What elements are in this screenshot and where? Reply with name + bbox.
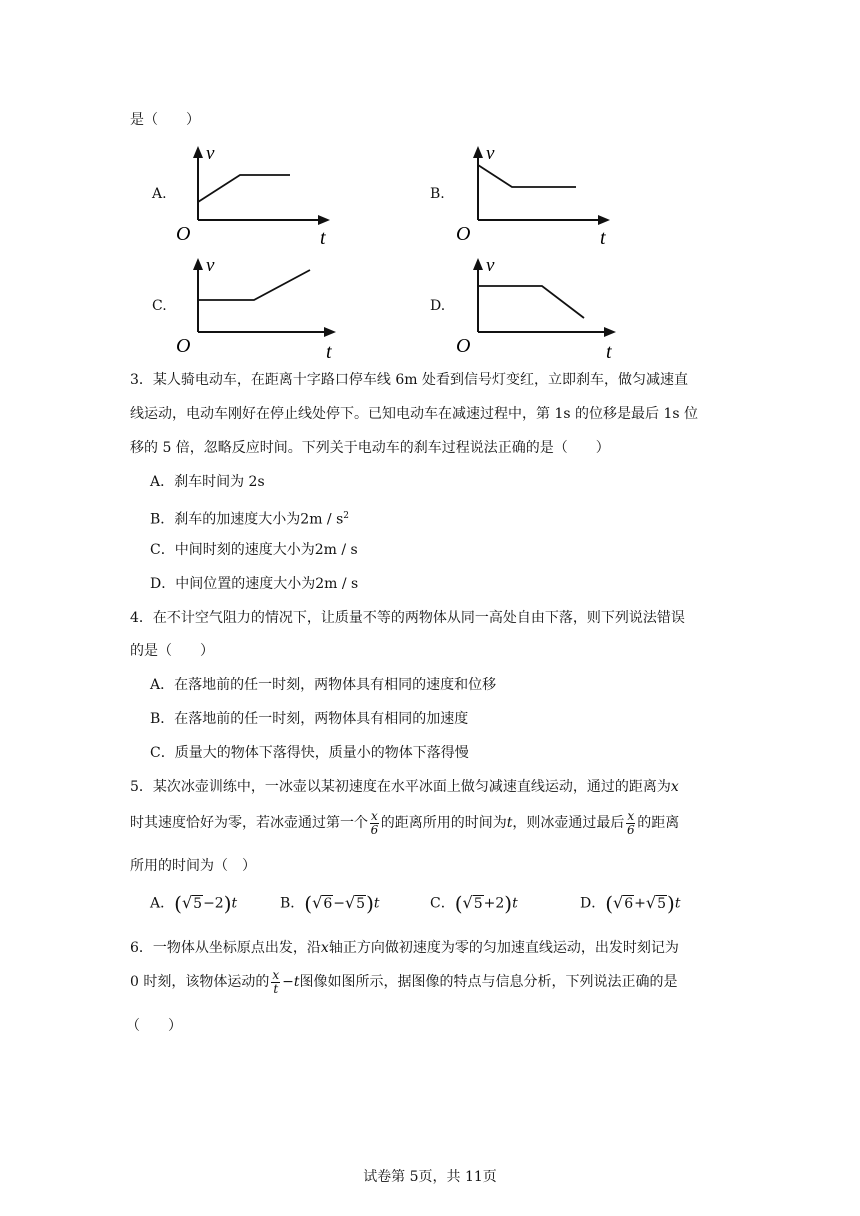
var-t: t (373, 895, 380, 912)
sqrt-symbol: √6 (312, 893, 333, 912)
question-6-line-3: （ ） (126, 1018, 182, 1034)
var-t: t (293, 974, 300, 990)
v-axis-label: v (486, 143, 495, 164)
radicand: 5 (473, 896, 483, 912)
option-label: C． (430, 895, 455, 912)
sqrt-symbol: √5 (344, 893, 366, 912)
question-3-line-3: 移的 5 倍，忽略反应时间。下列关于电动车的刹车过程说法正确的是（ ） (130, 440, 610, 456)
question-6-line-1 (130, 938, 679, 958)
var-t: t (231, 895, 238, 912)
operator: +2 (483, 895, 505, 912)
q4-option-c: C．质量大的物体下落得快，质量小的物体下落得慢 (150, 745, 469, 761)
graph-a (170, 140, 340, 254)
denominator: 6 (370, 822, 379, 837)
question-5-line-1 (130, 777, 679, 797)
q4-option-b: B．在落地前的任一时刻，两物体具有相同的加速度 (150, 711, 469, 727)
unit-value: 2m / s (300, 511, 344, 528)
option-b-label: B. (430, 186, 445, 202)
radicand: 6 (323, 896, 333, 912)
t-axis-label: t (606, 341, 612, 362)
text: 图像如图所示，据图像的特点与信息分析，下列说法正确的是 (299, 974, 678, 990)
numerator: x (627, 808, 635, 823)
text: 6．一物体从坐标原点出发，沿 (130, 940, 321, 956)
graph-d (450, 252, 630, 366)
option-a-label: A. (152, 186, 167, 202)
origin-label: O (456, 335, 471, 357)
question-2-tail: 是（ ） (130, 112, 200, 128)
text: 5．某次冰壶训练中，一冰壶以某初速度在水平冰面上做匀减速直线运动，通过的距离为 (130, 779, 671, 795)
sqrt-symbol: √5 (181, 893, 203, 912)
operator: −2 (203, 895, 224, 912)
option-c-label: C. (152, 298, 167, 314)
t-axis-label: t (600, 227, 606, 249)
var-x: x (670, 779, 679, 795)
graph-b (450, 140, 620, 254)
question-4-line-1: 4．在不计空气阻力的情况下，让质量不等的两物体从同一高处自由下落，则下列说法错误 (130, 610, 685, 626)
question-3-line-1: 3．某人骑电动车，在距离十字路口停车线 6m 处看到信号灯变红，立即刹车，做匀减速直 (130, 372, 688, 388)
v-axis-label: v (206, 143, 215, 164)
t-axis-label: t (320, 227, 326, 249)
origin-label: O (456, 223, 471, 245)
var-t: t (506, 815, 513, 831)
v-axis-label: v (486, 255, 495, 276)
text: 时其速度恰好为零，若冰壶通过第一个 (130, 815, 368, 831)
var-t: t (674, 895, 681, 912)
fraction-x-over-6 (370, 810, 379, 837)
question-3-line-2: 线运动，电动车刚好在停止线处停下。已知电动车在减速过程中，第 1s 的位移是最后 1s 位 (130, 406, 698, 422)
graph-c (170, 252, 350, 366)
denominator: 6 (626, 822, 635, 837)
sqrt-symbol: √5 (462, 893, 483, 912)
q4-option-a: A．在落地前的任一时刻，两物体具有相同的速度和位移 (150, 677, 497, 693)
q5-option-d: D．(√6+√5)t (580, 888, 680, 919)
text: 0 时刻，该物体运动的 (130, 974, 270, 990)
option-label: D． (580, 895, 606, 912)
fraction-x-over-t (271, 969, 280, 996)
q5-option-a: A．(√5−2)t (150, 888, 237, 919)
operator: + (634, 895, 646, 912)
unit-exponent: 2 (343, 511, 350, 521)
operator: − (333, 895, 345, 912)
unit-value: 2m / s (315, 576, 359, 592)
radicand: 5 (193, 896, 203, 912)
v-axis-label: v (206, 255, 215, 276)
radicand: 6 (624, 896, 634, 912)
q5-option-b: B．(√6−√5)t (280, 888, 380, 919)
question-5-line-2 (130, 808, 679, 838)
q3-option-d (150, 574, 358, 594)
text: ，则冰壶通过最后 (512, 815, 625, 831)
unit-value: 2m / s (314, 542, 358, 558)
question-5-line-3: 所用的时间为（ ） (130, 858, 256, 874)
radicand: 5 (356, 896, 366, 912)
option-label: A． (150, 895, 175, 912)
radicand: 5 (657, 896, 667, 912)
origin-label: O (176, 223, 191, 245)
t-axis-label: t (326, 341, 332, 362)
var-t: t (512, 895, 518, 912)
operator: − (282, 974, 294, 990)
option-text: C．中间时刻的速度大小为 (150, 542, 315, 558)
sqrt-symbol: √5 (645, 893, 667, 912)
option-d-label: D. (430, 298, 446, 314)
option-text: D．中间位置的速度大小为 (150, 576, 316, 592)
origin-label: O (176, 335, 191, 357)
question-4-line-2: 的是（ ） (130, 643, 214, 659)
q3-option-b (150, 506, 349, 530)
option-text: B．刹车的加速度大小为 (150, 511, 301, 528)
var-x: x (320, 940, 329, 956)
text: 的距离所用的时间为 (380, 815, 507, 831)
text: 轴正方向做初速度为零的匀加速直线运动，出发时刻记为 (328, 940, 679, 956)
sqrt-symbol: √6 (613, 893, 634, 912)
page-footer: 试卷第 5页，共 11页 (363, 1169, 497, 1185)
q3-option-a: A．刹车时间为 2s (150, 474, 265, 490)
q5-option-c: C．(√5+2)t (430, 888, 518, 919)
fraction-x-over-6 (626, 810, 635, 837)
numerator: x (371, 808, 378, 823)
text: 的距离 (637, 815, 680, 831)
numerator: x (272, 967, 280, 982)
question-6-line-2 (130, 967, 678, 997)
option-label: B． (280, 895, 305, 912)
denominator: t (273, 981, 279, 996)
q3-option-c (150, 540, 358, 560)
